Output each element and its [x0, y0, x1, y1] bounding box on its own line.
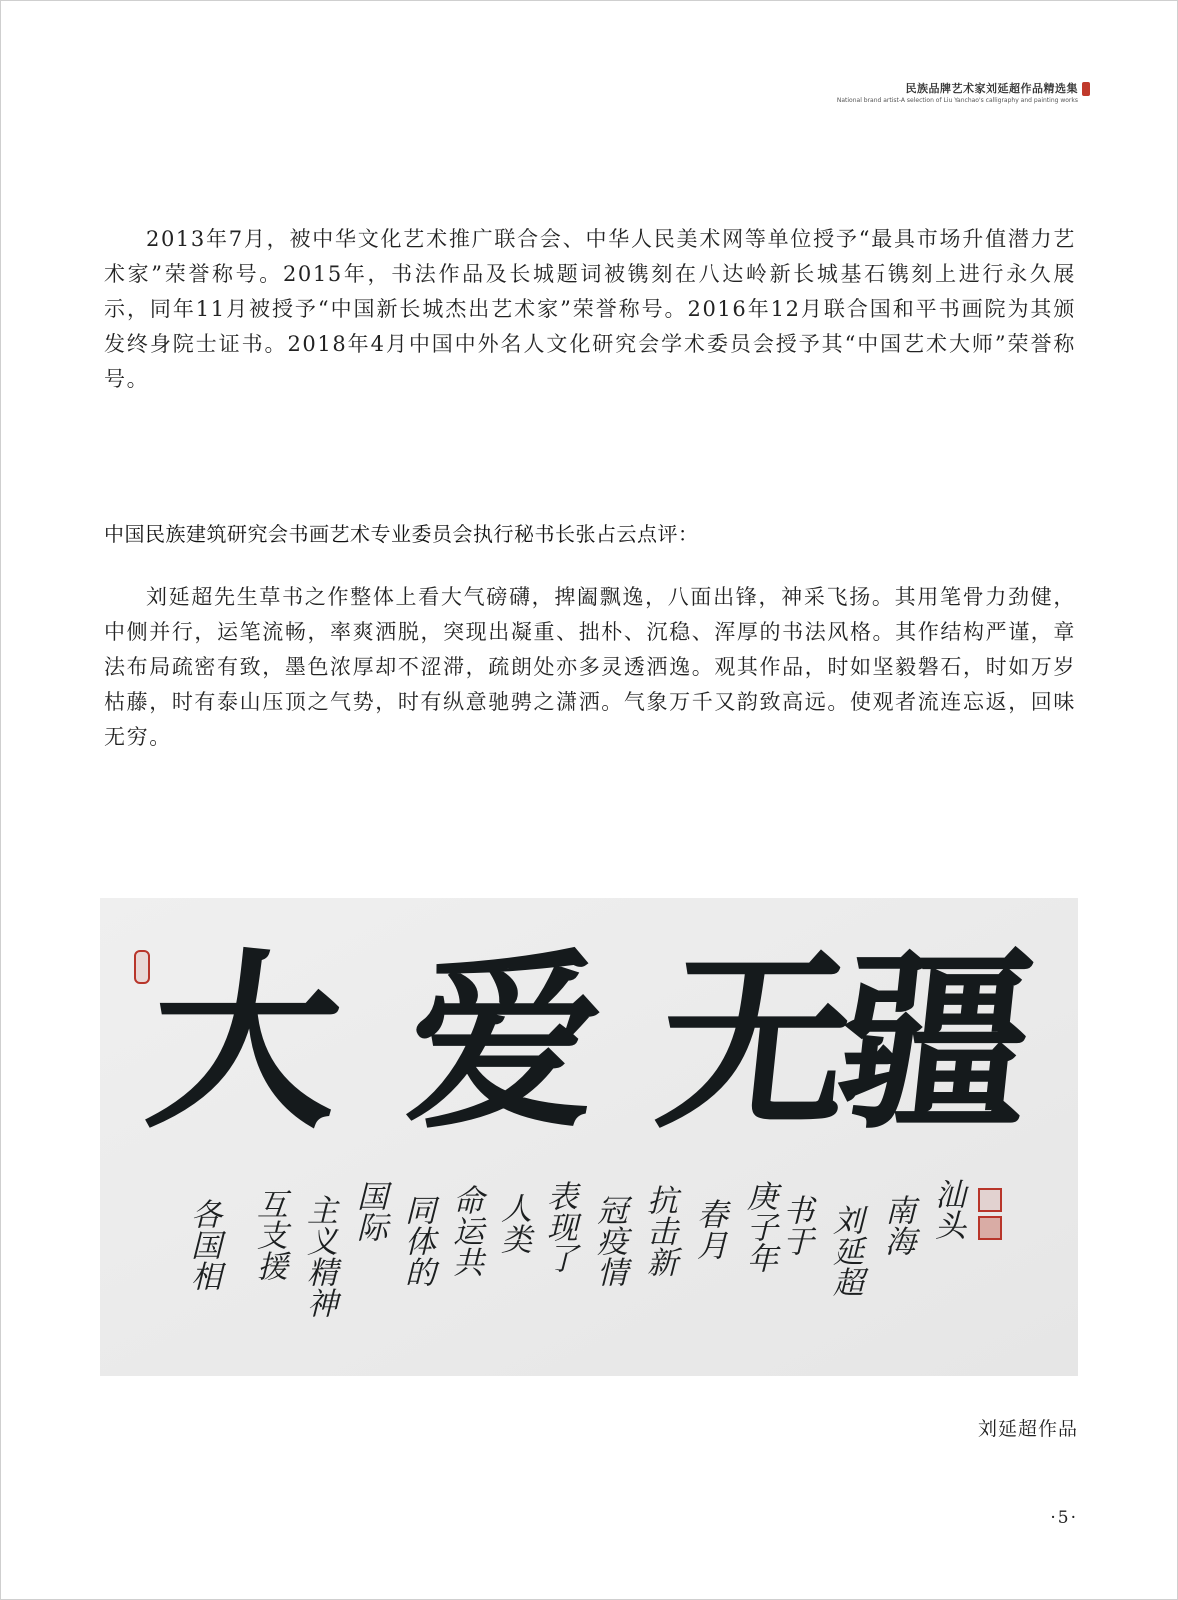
main-char-3: 无 [648, 931, 862, 1154]
artist-seal-1-icon [978, 1188, 1002, 1212]
inscription-column-14: 主义精神 [301, 1194, 337, 1318]
inscription-column-6: 春月 [691, 1198, 727, 1260]
inscription-column-12: 同体的 [399, 1194, 435, 1287]
inscription-column-7: 抗击新 [641, 1184, 677, 1277]
inscription-column-16: 各国相 [185, 1198, 221, 1291]
comment-text: 刘延超先生草书之作整体上看大气磅礴，捭阖飘逸，八面出锋，神采飞扬。其用笔骨力劲健，中侧并行，运笔流畅，率爽洒脱，突现出凝重、拙朴、沉稳、浑厚的书法风格。其作结构严谨，章法布局疏密有致，墨色浓厚却不涩滞，疏朗处亦多灵透洒逸。观其作品，时如坚毅磐石，时如万岁枯藤，时有泰山压顶之气势，时有纵意驰骋之潇洒。气象万千又韵致高远。使观者流连忘返，回味无穷。 [104, 585, 1076, 749]
page-number: ·5· [1050, 1508, 1078, 1528]
artist-seal-2-icon [978, 1216, 1002, 1240]
main-char-1: 大 [138, 931, 352, 1154]
biography-text: 2013年7月，被中华文化艺术推广联合会、中华人民美术网等单位授予“最具市场升值潜力艺术家”荣誉称号。2015年，书法作品及长城题词被镌刻在八达岭新长城基石镌刻上进行永久展示，同年11月被授予“中国新长城杰出艺术家”荣誉称号。2016年12月联合国和平书画院为其颁发终身院士证书。2018年4月中国中外名人文化研究会学术委员会授予其“中国艺术大师”荣誉称号。 [104, 227, 1076, 391]
calligraphy-artwork [100, 898, 1078, 1376]
inscription-column-15: 互支援 [251, 1188, 287, 1281]
inscription-column-1: 汕头 [929, 1178, 965, 1240]
main-char-2: 爱 [398, 931, 612, 1154]
main-char-4: 疆 [828, 931, 1042, 1154]
inscription-column-11: 命运共 [447, 1184, 483, 1277]
artwork-caption: 刘延超作品 [977, 1418, 1078, 1440]
leading-seal-icon [134, 950, 150, 984]
header-title-cn: 民族品牌艺术家刘延超作品精选集 [905, 82, 1078, 95]
inscription-column-10: 人类 [495, 1192, 531, 1254]
inscription-column-3: 刘延超 [827, 1204, 863, 1297]
inscription-column-5: 庚子年 [741, 1180, 777, 1273]
header-seal-icon [1082, 82, 1090, 96]
comment-paragraph [104, 580, 1076, 755]
comment-heading: 中国民族建筑研究会书画艺术专业委员会执行秘书长张占云点评： [104, 522, 699, 546]
inscription-column-4: 书于 [777, 1194, 813, 1256]
header-title-en: National brand artist-A selection of Liu Yanchao's calligraphy and painting works [836, 97, 1078, 104]
inscription-column-9: 表现了 [541, 1180, 577, 1273]
running-header [837, 80, 1078, 104]
biography-paragraph [104, 222, 1076, 397]
inscription-column-13: 国际 [351, 1180, 387, 1242]
inscription-column-2: 南海 [879, 1194, 915, 1256]
inscription-column-8: 冠疫情 [591, 1194, 627, 1287]
